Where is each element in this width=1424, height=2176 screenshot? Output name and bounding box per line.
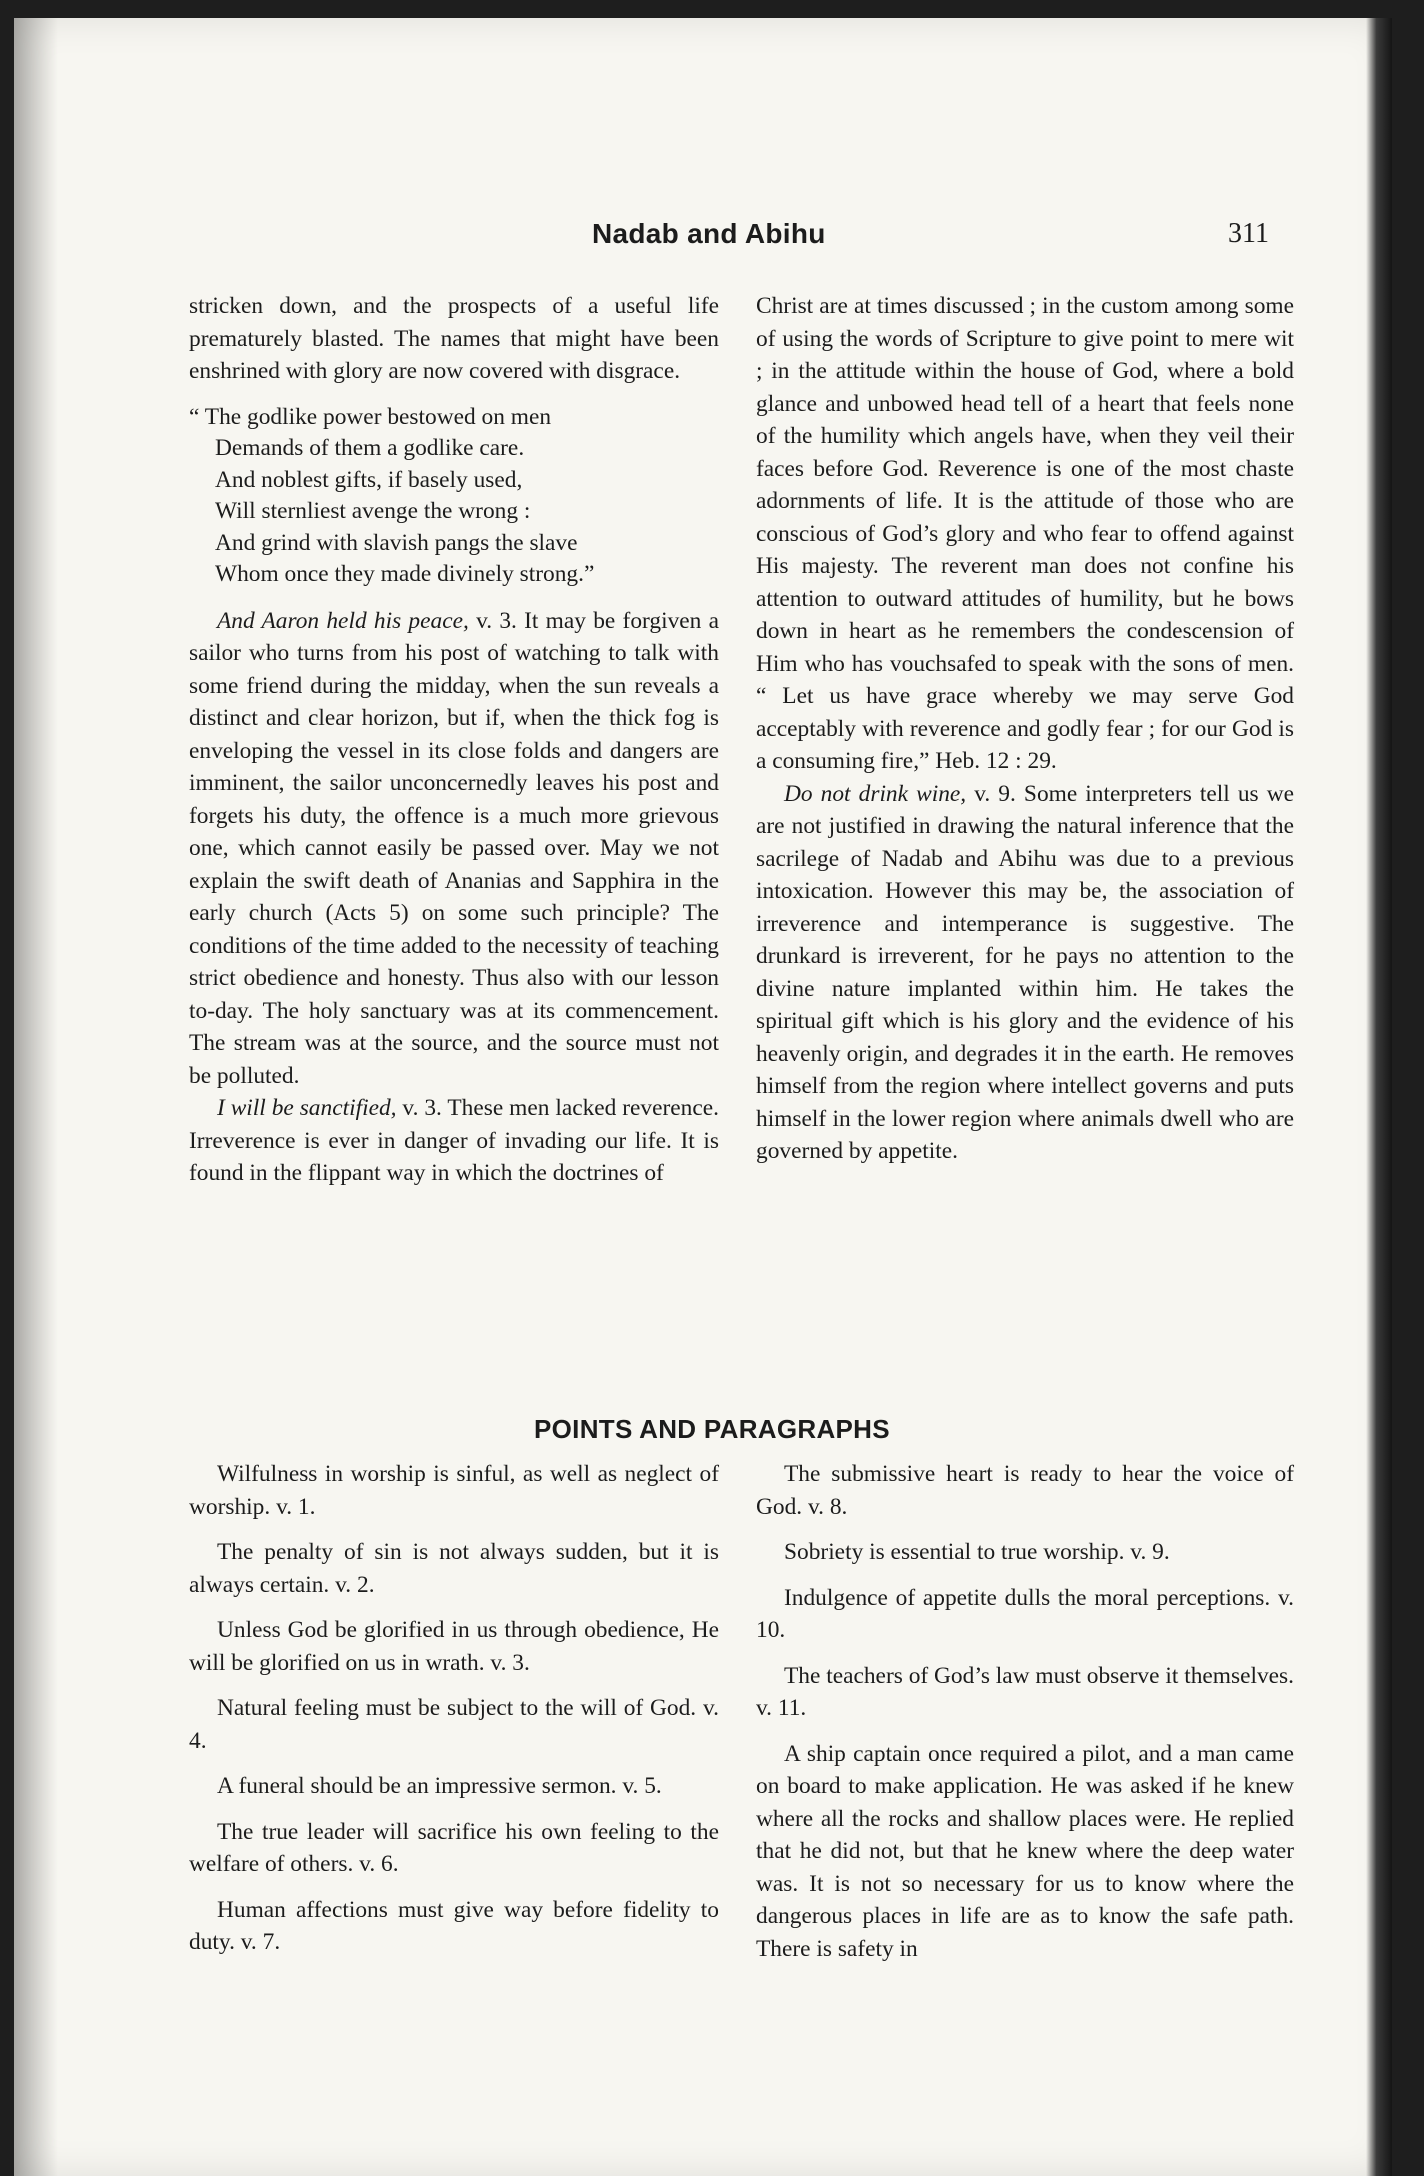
point-item: The submissive heart is ready to hear the voice of God. v. 8. <box>756 1461 1294 1520</box>
point-item: A funeral should be an impressive sermon. v. 5. <box>217 1773 662 1799</box>
verse-reference-lead: I will be sanctified, <box>217 1095 397 1121</box>
running-title: Nadab and Abihu <box>592 218 826 249</box>
paragraph <box>189 1092 719 1190</box>
right-column-commentary <box>756 290 1294 1168</box>
poem-line: Whom once they made divinely strong.” <box>215 561 595 587</box>
point-item: Indulgence of appetite dulls the moral perceptions. v. 10. <box>756 1584 1294 1643</box>
points-left-column <box>189 1458 719 1972</box>
paragraph <box>756 778 1294 1168</box>
section-heading: POINTS AND PARAGRAPHS <box>534 1414 890 1444</box>
poem-line: And noblest gifts, if basely used, <box>215 466 523 493</box>
point-item: Natural feeling must be subject to the will of God. v. 4. <box>189 1695 719 1754</box>
point-item: Sobriety is essential to true worship. v. 9. <box>784 1539 1170 1565</box>
left-column-commentary <box>189 290 719 1190</box>
point-item: Human affections must give way before fidelity to duty. v. 7. <box>189 1896 719 1955</box>
paragraph <box>189 605 719 1093</box>
point-item: The teachers of God’s law must observe it themselves. v. 11. <box>756 1662 1294 1721</box>
paragraph: stricken down, and the prospects of a useful life prematurely blasted. The names that might have been enshrined with glory are now covered with disgrace. <box>189 293 719 384</box>
paragraph: Christ are at times discussed ; in the custom among some of using the words of Scripture to give point to mere wit ; in the attitude within the house of God, where a bold glance and unbowed head tell of a heart that feels none of the humility which angels have, when they veil their faces before God. Reverence is one of the most chaste adornments of life. It is the attitude of those who are conscious of God’s glory and who fear to offend against His majesty. The reverent man does not confine his attention to outward attitudes of humility, but he bows down in heart as he remembers the condescension of Him who has vouchsafed to speak with the sons of men. “ Let us have grace whereby we may serve God acceptably with reverence and godly fear ; for our God is a consuming fire,” Heb. 12 : 29. <box>756 293 1294 774</box>
verse-reference-lead: And Aaron held his peace, <box>217 607 469 634</box>
page-number: 311 <box>1228 218 1269 249</box>
page-spine-shadow <box>14 18 58 2176</box>
verse-reference-lead: Do not drink wine, <box>784 780 967 807</box>
poem-line: Demands of them a godlike care. <box>215 435 525 461</box>
point-item: The penalty of sin is not always sudden, but it is always certain. v. 2. <box>189 1539 719 1598</box>
points-right-column <box>756 1458 1294 1965</box>
poem-line: And grind with slavish pangs the slave <box>215 529 578 556</box>
poem-line: Will sternliest avenge the wrong : <box>215 498 531 524</box>
point-item: The true leader will sacrifice his own feeling to the welfare of others. v. 6. <box>189 1818 719 1877</box>
point-item: Unless God be glorified in us through obedience, He will be glorified on us in wrath. v. 3. <box>189 1617 719 1676</box>
paragraph-text: v. 3. It may be forgiven a sailor who turns from his post of watching to talk with some friend during the midday, when the sun reveals a distinct and clear horizon, but if, when the thick fog is enveloping the vessel in its close folds and dangers are imminent, the sailor unconcernedly leaves his post and forgets his duty, the offence is a much more grievous one, which cannot easily be passed over. May we not explain the swift death of Ananias and Sapphira in the early church (Acts 5) on some such principle? The conditions of the time added to the necessity of teaching strict obedience and honesty. Thus also with our lesson to-day. The holy sanctuary was at its commencement. The stream was at the source, and the source must not be polluted. <box>189 607 719 1089</box>
poem-line: “ The godlike power bestowed on men <box>189 403 552 430</box>
point-item: Wilfulness in worship is sinful, as well as neglect of worship. v. 1. <box>189 1461 719 1520</box>
page-right-edge <box>1366 18 1392 2176</box>
paragraph-text: v. 3. These men lacked reverence. Irreverence is ever in danger of invading our life. It is found in the flippant way in which the doctrines of <box>189 1095 719 1186</box>
paragraph-text: v. 9. Some interpreters tell us we are not justified in drawing the natural inference that the sacrilege of Nadab and Abihu was due to a previous intoxication. However this may be, the association of irreverence and intemperance is suggestive. The drunkard is irreverent, for he pays no attention to the divine nature implanted within him. He takes the spiritual gift which is his glory and the evidence of his heavenly origin, and degrades it in the earth. He removes himself from the region where intellect governs and puts himself in the lower region where animals dwell who are governed by appetite. <box>756 780 1294 1164</box>
poem-quotation <box>189 402 719 591</box>
illustration-paragraph: A ship captain once required a pilot, and a man came on board to make application. He was asked if he knew where all the rocks and shallow places were. He replied that he did not, but that he knew where the deep water was. It is not so necessary for us to know where the dangerous places in life are as to know the safe path. There is safety in <box>756 1740 1294 1962</box>
